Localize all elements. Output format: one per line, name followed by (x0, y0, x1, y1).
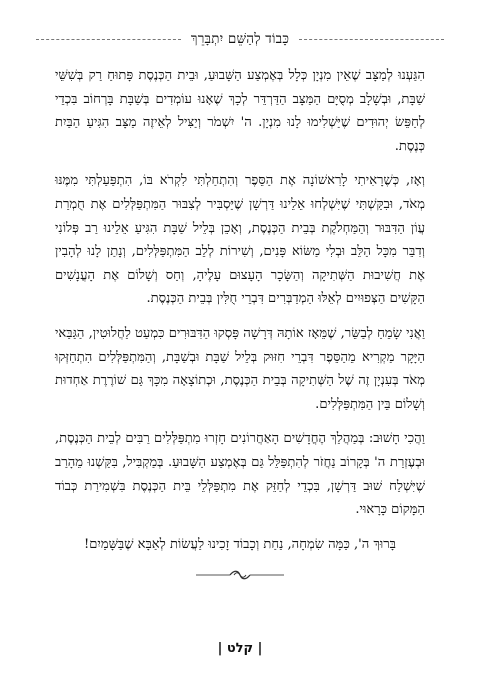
paragraph: הִגַּעְנוּ לְמַצָּב שֶׁאֵין מִנְיָן כְּלָל בְּאֶמְצַע הַשָּׁבוּעַ, וּבֵית הַכְּנֶסֶת פָּתוּחַ רַק בְּשִׁשֵּׁי שַׁבָּת, וּבְשָׁלָב מְסֻיָּם הַמַּצָּב הַדַּרְדֵּר לְכָךְ שֶׁאָנוּ עוֹמְדִים בְּשַׁבָּת בָּרְחוֹב בִּכְדֵי לְחַפֵּשׂ יְהוּדִים שֶׁיַּשְׁלִימוּ לָנוּ מִנְיָן. ה' יִשְׁמֹר וְיַצִּיל לְאֵיזֶה מַצָּב הִגִּיעַ הַבַּיִת כְּנֶסֶת. (55, 68, 425, 154)
running-header (36, 28, 444, 50)
page-number: | קלט | (217, 641, 263, 656)
body-text (55, 64, 425, 567)
ornament-divider (0, 568, 480, 582)
paragraph: וְאָז, כְּשֶׁרָאִיתִי לָרִאשׁוֹנָה אֶת הַסֵּפֶר וְהִתְחַלְתִּי לִקְרֹא בּוֹ, הִתְפַּעַלְתִּי מִמֶּנּוּ מְאֹד, וּבִקַּשְׁתִּי שֶׁיִּשְׁלְחוּ אֵלֵינוּ דַּרְשָׁן שֶׁיַּסְבִּיר לְצִבּוּר הַמִּתְפַּלְּלִים אֶת חֻמְרַת עֲוֹן הַדִּבּוּר וְהַמַּחְלֹקֶת בְּבֵית הַכְּנֶסֶת, וְאָכֵן בְּלֵיל שַׁבָּת הִגִּיעַ אֵלֵינוּ רַב פְּלוֹנִי וְדִבֵּר מִכָּל הַלֵּב וּבְלִי מַשּׂוֹא פָּנִים, וְשִׁירוֹת לְלֵב הַמִּתְפַּלְּלִים, וְנָתַן לָנוּ לְהָבִין אֶת חֲשִׁיבוּת הַשְּׁתִיקָה וְהַשָּׂכָר הָעָצוּם עָלֶיהָ, וְחַס וְשָׁלוֹם אֶת הָעֳנָשִׁים הַקָּשִׁים הַצְּפוּיִים לְאֵלּוּ הַמְדַבְּרִים דִּבְרֵי חֻלִּין בְּבֵית הַכְּנֶסֶת. (55, 173, 425, 307)
flourish-icon (194, 568, 286, 582)
header-rule-left (36, 39, 181, 40)
header-rule-right (299, 39, 444, 40)
paragraph: וַאֲנִי שָׂמֵחַ לְבַשֵּׂר, שֶׁמֵּאָז אוֹתָהּ דְּרָשָׁה פָּסְקוּ הַדִּבּוּרִים כִּמְעַט לַחֲלוּטִין, הַגַּבַּאי הַיָּקָר מַקְרִיא מֵהַסֵּפֶר דִּבְרֵי חִזּוּק בְּלֵיל שַׁבָּת וּבְשַׁבָּת, וְהַמִּתְפַּלְּלִים הִתְחַזְּקוּ מְאֹד בְּעִנְיָן זֶה שֶׁל הַשְּׁתִיקָה בְּבֵית הַכְּנֶסֶת, וּכְתוֹצָאָה מִכָּךְ גַּם שׁוֹרֶרֶת אַחְדוּת וְשָׁלוֹם בֵּין הַמִּתְפַּלְּלִים. (55, 325, 425, 412)
paragraph: וַהֲכִי חָשׁוּב: בְּמַהֲלַךְ הֶחֳדָשִׁים הָאַחֲרוֹנִים חָזְרוּ מִתְפַּלְּלִים רַבִּים לְבֵית הַכְּנֶסֶת, וּבְעֶזְרַת ה' בְּקָרוֹב נַחֲזֹר לְהִתְפַּלֵּל גַּם בְּאֶמְצַע הַשָּׁבוּעַ. בְּמַקְבִּיל, בִּקַּשְׁנוּ מֵהָרַב שֶׁיִּשְׁלַח שׁוּב דַּרְשָׁן, בִּכְדֵי לְחַזֵּק אֶת מִתְפַּלְּלֵי בֵּית הַכְּנֶסֶת בִּשְׁמִירַת כְּבוֹד הַמָּקוֹם כָּרָאוּי. (55, 431, 425, 518)
header-title: כָּבוֹד לְהַשֵּׁם יִתְבָּרֵךְ (190, 31, 290, 47)
closing-line: בָּרוּךְ ה', כַּמָּה שִׂמְחָה, נַחַת וְכָבוֹד זָכִינוּ לַעֲשׂוֹת לְאַבָּא שֶׁבַּשָּׁמַיִם! (83, 536, 396, 552)
